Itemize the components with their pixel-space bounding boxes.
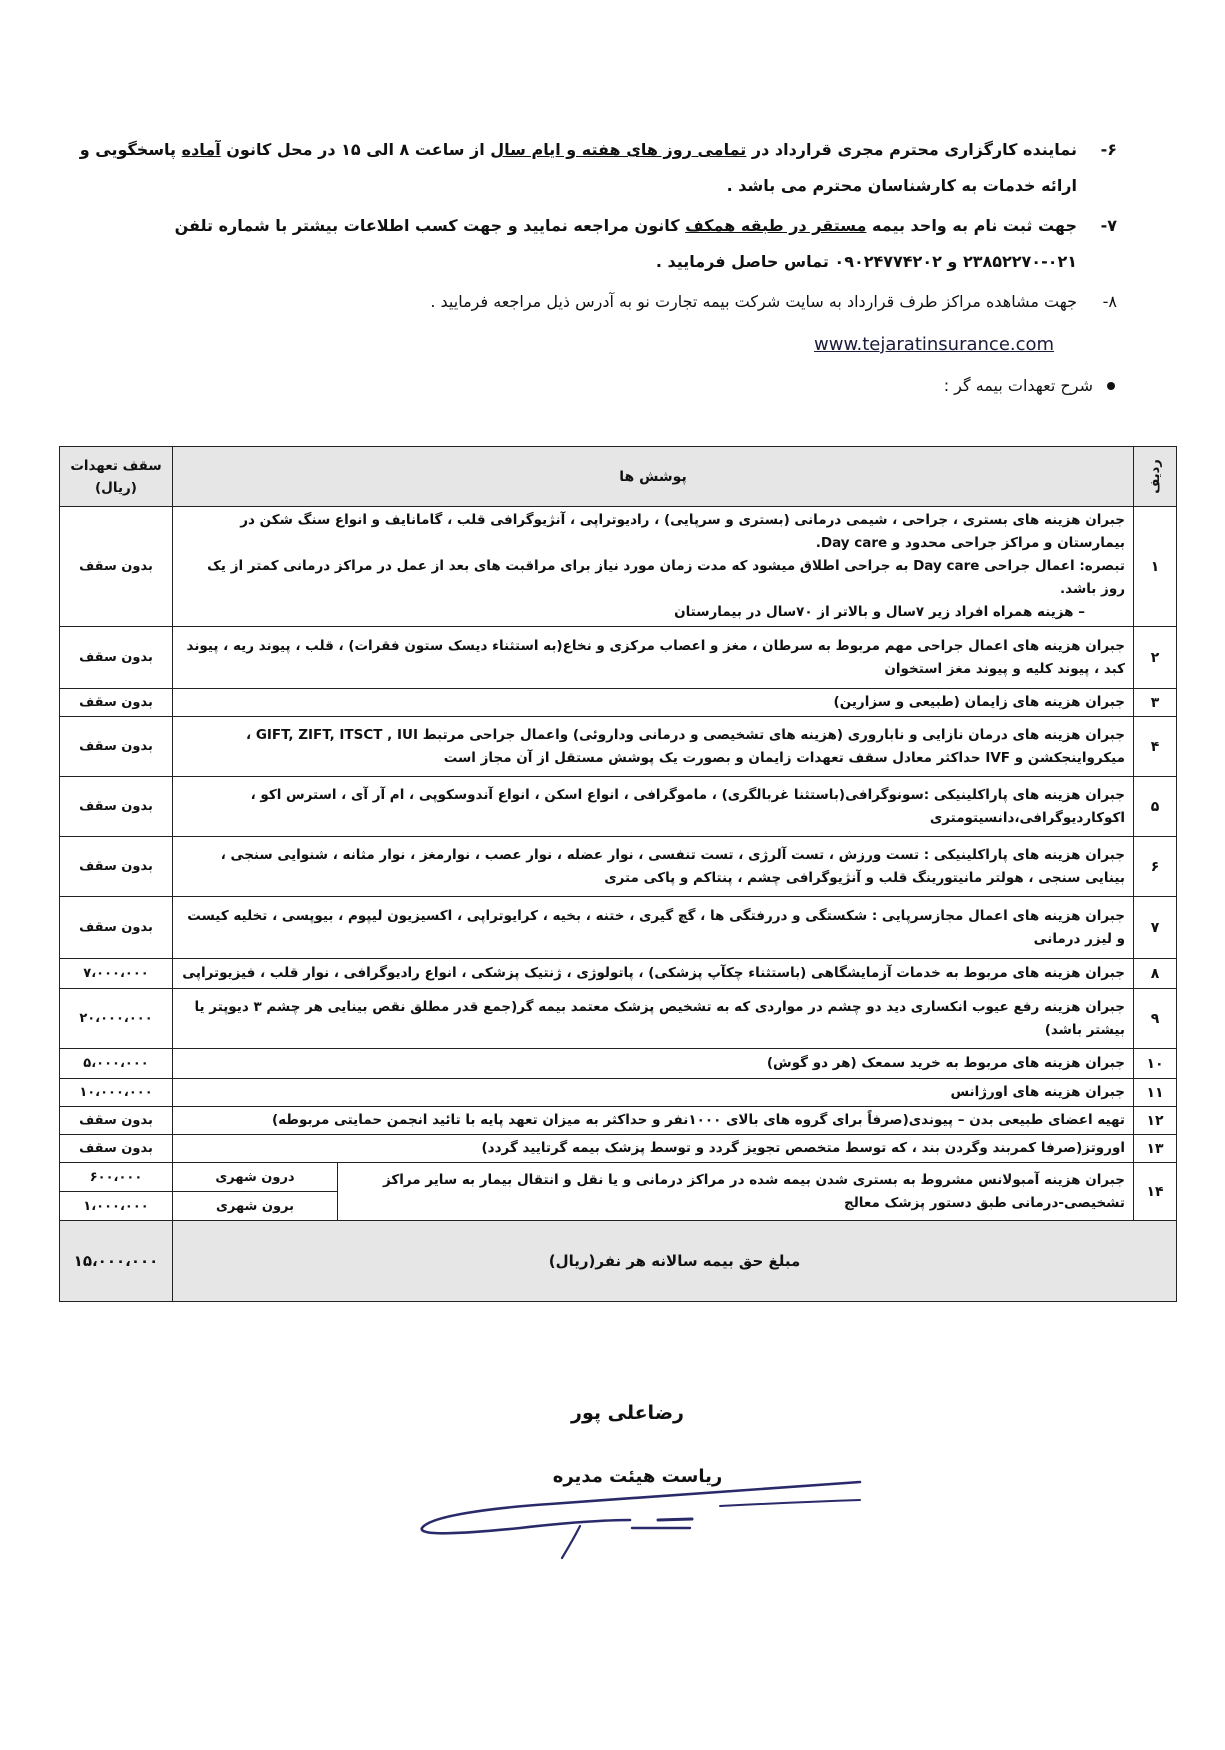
row-description: جبران هزینه های اعمال جراحی مهم مربوط به سرطان ، مغز و اعصاب مرکزی و نخاع(به استثناء دیسک ستون فقرات) ، قلب ، پیوند ریه ، پیوند کبد ، پیوند کلیه و پیوند مغز استخوان <box>173 627 1134 689</box>
section-heading <box>944 376 1115 395</box>
header-cap-line1: سقف تعهدات <box>70 457 162 474</box>
row-number: ۳ <box>1134 689 1177 717</box>
suburban-cap: ۱،۰۰۰،۰۰۰ <box>60 1192 173 1221</box>
table-row <box>60 959 1177 989</box>
row-number: ۹ <box>1134 989 1177 1049</box>
table-header-row <box>60 447 1177 507</box>
note-text-part: از ساعت ۸ الی ۱۵ در محل کانون <box>220 140 491 159</box>
coverage-table <box>59 446 1177 1302</box>
row-cap: ۲۰،۰۰۰،۰۰۰ <box>60 989 173 1049</box>
row-number: ۱۳ <box>1134 1135 1177 1163</box>
row-cap: بدون سقف <box>60 1107 173 1135</box>
row-description: اوروتز(صرفا کمربند وگردن بند ، که توسط متخصص تجویز گردد و توسط پزشک بیمه گرتایید گردد) <box>173 1135 1134 1163</box>
note-text <box>67 208 1077 280</box>
row-description <box>173 507 1134 627</box>
row-description: جبران هزینه های درمان نازایی و ناباروری (هزینه های تشخیصی و درمانی وداروئی) واعمال جراحی مرتبط GIFT, ZIFT, ITSCT , IUI ، میکرواینجکشن و IVF حداکثر معادل سقف تعهدات زایمان و بصورت یک پوشش مستقل از آن مجاز است <box>173 717 1134 777</box>
signatory-name: رضاعلی پور <box>571 1402 684 1424</box>
row-description: جبران هزینه های مربوط به خدمات آزمایشگاهی (باستثناء چکآپ پزشکی) ، پاتولوژی ، ژنتیک پزشکی ، انواع رادیوگرافی ، نوار قلب ، فیزیوتراپی <box>173 959 1134 989</box>
row-cap: بدون سقف <box>60 507 173 627</box>
note-text <box>67 132 1077 204</box>
table-row <box>60 1079 1177 1107</box>
note-text-underlined: آماده <box>181 140 221 159</box>
note-text-part: کانون مراجعه نمایید و جهت کسب اطلاعات بیشتر با شماره تلفن ۰۲۱-۲۳۸۵۲۲۷۰ و ۰۹۰۲۴۷۷۴۲۰۲ تماس حاصل فرمایید . <box>174 216 1077 271</box>
note-text-part: نماینده کارگزاری محترم مجری قرارداد در <box>746 140 1077 159</box>
table-row-ambulance <box>60 1163 1177 1192</box>
row-number: ۱ <box>1134 507 1177 627</box>
note-item-6 <box>67 132 1117 204</box>
row-number: ۶ <box>1134 837 1177 897</box>
table-row <box>60 717 1177 777</box>
row-cap: بدون سقف <box>60 689 173 717</box>
note-text-underlined: مستقر در طبقه همکف <box>685 216 867 235</box>
table-total-row <box>60 1221 1177 1302</box>
row-text: جبران هزینه های بستری ، جراحی ، شیمی درمانی (بستری و سرپایی) ، رادیوتراپی ، آنژیوگرافی قلب ، گامانایف و انواع سنگ شکن در بیمارستان و مراکز جراحی محدود و Day care. <box>240 512 1125 551</box>
table-row <box>60 989 1177 1049</box>
header-row-number: ردیف <box>1134 447 1177 507</box>
signature-scribble <box>400 1470 880 1560</box>
row-number: ۲ <box>1134 627 1177 689</box>
row-cap: بدون سقف <box>60 777 173 837</box>
row-cap: بدون سقف <box>60 717 173 777</box>
header-coverages: پوشش ها <box>173 447 1134 507</box>
website-link[interactable]: www.tejaratinsurance.com <box>814 334 1055 355</box>
suburban-label: برون شهری <box>173 1192 338 1221</box>
note-number: ۸- <box>1102 292 1117 311</box>
row-description: جبران هزینه آمبولانس مشروط به بستری شدن بیمه شده در مراکز درمانی و یا نقل و انتقال بیمار به سایر مراکز تشخیصی-درمانی طبق دستور پزشک معالج <box>338 1163 1134 1221</box>
table-body <box>60 507 1177 1302</box>
row-number: ۵ <box>1134 777 1177 837</box>
note-text-underlined: تمامی روز های هفته و ایام سال <box>490 140 747 159</box>
table-row <box>60 1135 1177 1163</box>
header-cap <box>60 447 173 507</box>
row-cap: ۵،۰۰۰،۰۰۰ <box>60 1049 173 1079</box>
signatory-title: ریاست هیئت مدیره <box>552 1466 723 1487</box>
table-row <box>60 1049 1177 1079</box>
table-row <box>60 627 1177 689</box>
row-number: ۱۰ <box>1134 1049 1177 1079</box>
urban-cap: ۶۰۰،۰۰۰ <box>60 1163 173 1192</box>
row-description: جبران هزینه های پاراکلینیکی :سونوگرافی(باستثنا غربالگری) ، ماموگرافی ، انواع اسکن ، انواع آندوسکوپی ، ام آر آی ، استرس اکو ، اکوکاردیوگرافی،دانسیتومتری <box>173 777 1134 837</box>
notes-list <box>67 132 1117 320</box>
row-cap: ۱۰،۰۰۰،۰۰۰ <box>60 1079 173 1107</box>
row-description: جبران هزینه های پاراکلینیکی : تست ورزش ، تست آلرژی ، تست تنفسی ، نوار عضله ، نوار عصب ، نوارمغز ، نوار مثانه ، شنوایی سنجی ، بینایی سنجی ، هولتر مانیتورینگ قلب و آنژیوگرافی چشم ، پنتاکم و پاکی متری <box>173 837 1134 897</box>
table-row <box>60 897 1177 959</box>
row-number: ۱۲ <box>1134 1107 1177 1135</box>
bullet-icon <box>1107 382 1115 390</box>
row-description: جبران هزینه رفع عیوب انکساری دید دو چشم در مواردی که به تشخیص پزشک معتمد بیمه گر(جمع قدر مطلق نقص بینایی هر چشم ۳ دیوپتر یا بیشتر باشد) <box>173 989 1134 1049</box>
table-row <box>60 689 1177 717</box>
row-cap: بدون سقف <box>60 627 173 689</box>
table-row <box>60 777 1177 837</box>
row-number: ۸ <box>1134 959 1177 989</box>
table-row <box>60 507 1177 627</box>
note-item-7 <box>67 208 1117 280</box>
row-cap: بدون سقف <box>60 897 173 959</box>
note-text-part: پاسخگویی و ارائه خدمات به کارشناسان محترم می باشد . <box>79 140 1077 195</box>
row-description: جبران هزینه های اعمال مجازسرپایی : شکستگی و دررفتگی ها ، گچ گیری ، ختنه ، بخیه ، کرایوتراپی ، اکسیزیون لیپوم ، بیوپسی ، تخلیه کیست و لیزر درمانی <box>173 897 1134 959</box>
row-description: جبران هزینه های زایمان (طبیعی و سزارین) <box>173 689 1134 717</box>
row-text: تبصره: اعمال جراحی Day care به جراحی اطلاق میشود که مدت زمان مورد نیاز برای مراقبت های بعد از عمل در مراکز درمانی کمتر از یک روز باشد. <box>207 558 1125 597</box>
row-number: ۱۴ <box>1134 1163 1177 1221</box>
note-text: جهت مشاهده مراکز طرف قرارداد به سایت شرکت بیمه تجارت نو به آدرس ذیل مراجعه فرمایید . <box>430 292 1077 311</box>
row-number: ۴ <box>1134 717 1177 777</box>
note-text-part: جهت ثبت نام به واحد بیمه <box>866 216 1077 235</box>
row-cap: بدون سقف <box>60 837 173 897</box>
total-value: ۱۵،۰۰۰،۰۰۰ <box>60 1221 173 1302</box>
row-text: – هزینه همراه افراد زیر ۷سال و بالاتر از ۷۰سال در بیمارستان <box>674 604 1085 620</box>
section-title: شرح تعهدات بیمه گر : <box>943 376 1093 395</box>
row-description: جبران هزینه های اورژانس <box>173 1079 1134 1107</box>
row-number: ۷ <box>1134 897 1177 959</box>
total-label: مبلغ حق بیمه سالانه هر نفر(ریال) <box>173 1221 1177 1302</box>
row-description: جبران هزینه های مربوط به خرید سمعک (هر دو گوش) <box>173 1049 1134 1079</box>
note-item-8 <box>67 284 1117 320</box>
note-number: ۶- <box>1100 140 1117 159</box>
header-cap-line2: (ریال) <box>95 479 137 496</box>
row-cap: ۷،۰۰۰،۰۰۰ <box>60 959 173 989</box>
table-row <box>60 837 1177 897</box>
note-number: ۷- <box>1100 216 1117 235</box>
row-cap: بدون سقف <box>60 1135 173 1163</box>
table-row <box>60 1107 1177 1135</box>
row-description: تهیه اعضای طبیعی بدن – پیوندی(صرفاً برای گروه های بالای ۱۰۰۰نفر و حداکثر به میزان تعهد پایه با تائید انجمن حمایتی مربوطه) <box>173 1107 1134 1135</box>
urban-label: درون شهری <box>173 1163 338 1192</box>
row-number: ۱۱ <box>1134 1079 1177 1107</box>
